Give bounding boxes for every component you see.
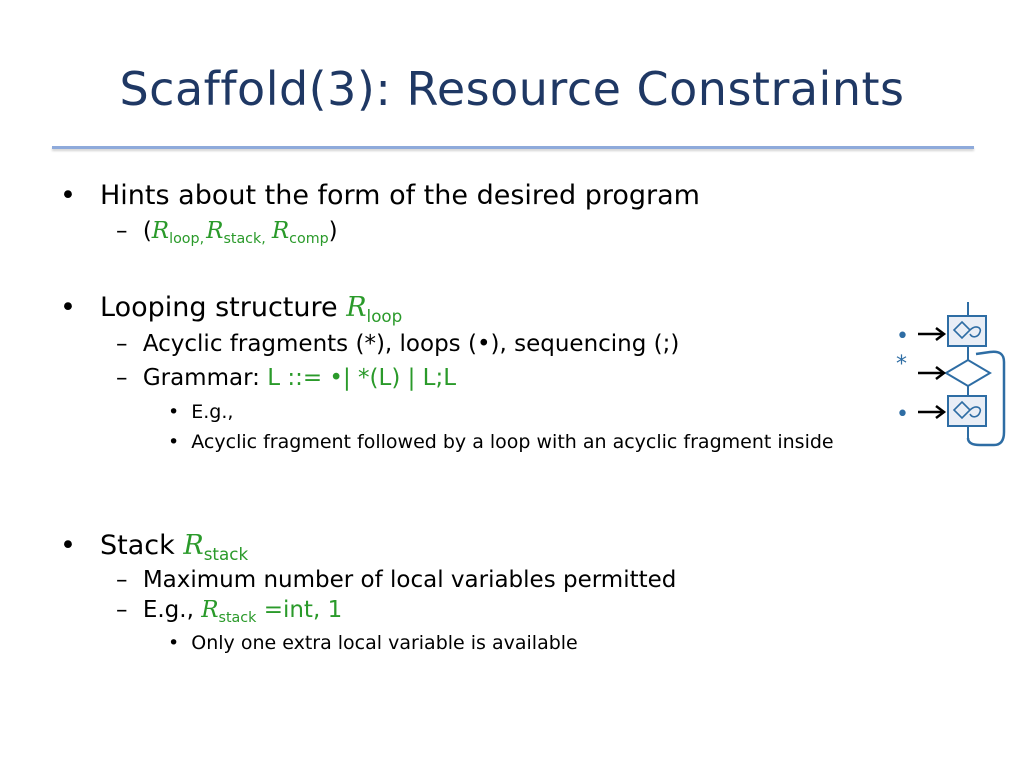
only-text: Only one extra local variable is available — [191, 632, 578, 654]
bullet-marker: • — [168, 632, 180, 654]
star-label: * — [896, 352, 907, 377]
loop-structure-diagram — [890, 300, 1015, 455]
grammar-label: Grammar: — [142, 365, 260, 391]
r-symbol: R — [206, 218, 224, 244]
hints-text: Hints about the form of the desired program — [100, 180, 700, 211]
acyclic-text: Acyclic fragments (*), loops (•), sequencing (;) — [142, 331, 680, 357]
stack-text: Stack — [100, 530, 175, 561]
sub-hints-resources — [116, 218, 338, 247]
bullet-marker: • — [168, 401, 180, 423]
dot-label: • — [896, 402, 909, 427]
paren-open: ( — [142, 218, 152, 244]
looping-text: Looping structure — [100, 292, 338, 323]
sub-sub-eg — [168, 401, 233, 423]
r-symbol: R — [183, 530, 204, 561]
eg-label: E.g., — [142, 597, 194, 623]
r-stack-sub: stack — [203, 543, 249, 564]
r-stack-sub: stack, — [223, 230, 266, 247]
r-symbol: R — [271, 218, 290, 244]
sub-grammar — [116, 365, 456, 391]
r-loop-sub: loop, — [169, 230, 205, 247]
bullet-marker: • — [168, 431, 180, 453]
eg-text: E.g., — [191, 401, 234, 423]
sub-stack-eg — [116, 597, 342, 626]
grammar-rule: L ::= •| *(L) | L;L — [267, 365, 457, 391]
r-comp-sub: comp — [289, 230, 329, 247]
bullet-marker: • — [60, 292, 76, 323]
dash-marker: – — [116, 567, 128, 593]
dash-marker: – — [116, 331, 128, 357]
r-symbol: R — [151, 218, 170, 244]
r-symbol: R — [201, 597, 219, 623]
dash-marker: – — [116, 365, 128, 391]
acyclic-diamond — [946, 360, 990, 386]
dash-marker: – — [116, 218, 128, 244]
max-text: Maximum number of local variables permitted — [142, 567, 677, 593]
desc-text: Acyclic fragment followed by a loop with an acyclic fragment inside — [191, 431, 834, 453]
eg-value: =int, 1 — [263, 597, 343, 623]
sub-max-locals — [116, 567, 676, 593]
title-underline — [52, 146, 974, 149]
bullet-marker: • — [60, 180, 76, 211]
dash-marker: – — [116, 597, 128, 623]
r-symbol: R — [346, 292, 367, 323]
sub-acyclic — [116, 331, 679, 357]
r-loop-sub: loop — [366, 305, 403, 326]
r-stack-sub: stack — [218, 609, 257, 626]
bullet-marker: • — [60, 530, 76, 561]
paren-close: ) — [328, 218, 338, 244]
sub-sub-only — [168, 632, 578, 654]
slide-title: Scaffold(3): Resource Constraints — [119, 62, 905, 116]
sub-sub-desc — [168, 431, 834, 453]
dot-label: • — [896, 324, 909, 349]
